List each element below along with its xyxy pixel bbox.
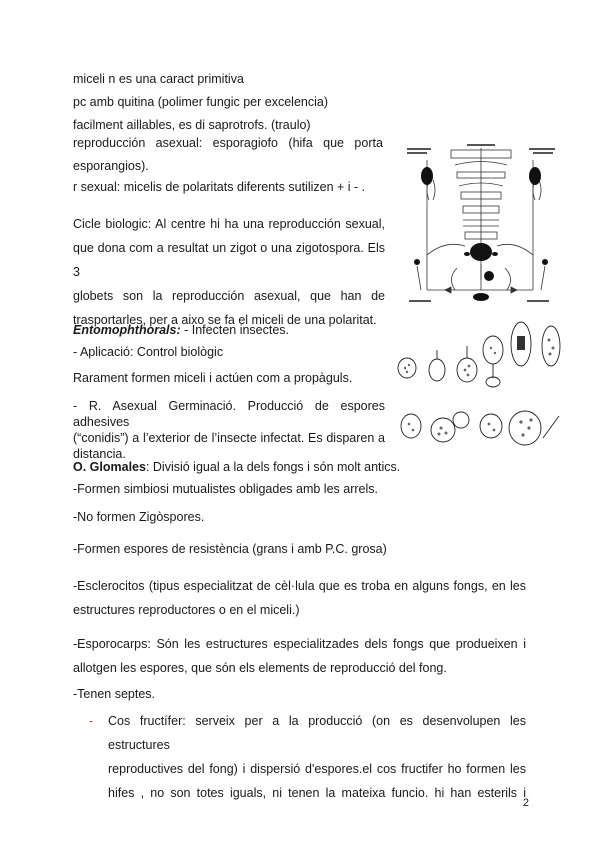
ento-title: Entomophthorals: xyxy=(73,323,181,337)
fructifer-line: Cos fructífer: serveix per a la producció (on es desenvolupen les estructures xyxy=(108,714,526,752)
ento-title-rest: - Infecten insectes. xyxy=(180,323,290,337)
glom-item: -Formen espores de resistència (grans i amb P.C. grosa) xyxy=(73,542,387,556)
glom-title-rest: : Divisió igual a la dels fongs i són molt antics. xyxy=(145,460,401,474)
cycle-paragraph xyxy=(73,212,385,332)
zygomycete-life-cycle-diagram-icon xyxy=(405,140,557,310)
cycle-line: Cicle biologic: Al centre hi ha una reproducción sexual, xyxy=(73,217,385,231)
ento-heading xyxy=(73,323,289,338)
esclero-line: estructures reproductores o en el miceli.) xyxy=(73,603,300,617)
bullet-dash: - xyxy=(89,714,94,728)
ento-rarely: Rarament formen miceli i actúen com a propàguls. xyxy=(73,371,353,385)
fructifer-line: reproductives del fong) i dispersió d'espores.el cos fructifer ho formen les xyxy=(108,762,526,776)
glom-item: -Formen simbiosi mutualistes obligades amb les arrels. xyxy=(73,482,378,496)
ento-repro-line: - R. Asexual Germinació. Producció de espores adhesives xyxy=(73,399,385,429)
ento-application: - Aplicació: Control biològic xyxy=(73,345,224,359)
intro-line-2: pc amb quitina (polimer fungic per excelencia) xyxy=(73,95,328,109)
esclero-line: -Esclerocitos (tipus especialitzat de cèl·lula que es troba en alguns fongs, en les xyxy=(73,579,526,593)
entomophthora-conidia-illustration-icon xyxy=(393,318,563,458)
glom-septes: -Tenen septes. xyxy=(73,687,155,701)
esporo-line: -Esporocarps: Són les estructures especialitzades dels fongs que produeixen i xyxy=(73,637,526,651)
esporo-line: allotgen les espores, que són els elements de reproducció del fong. xyxy=(73,661,447,675)
ento-repro-line: distancia. xyxy=(73,447,126,461)
glom-title: O. Glomales xyxy=(73,460,146,474)
intro-line-3: facilment aillables, es di saprotrofs. (traulo) xyxy=(73,118,311,132)
page-number: 2 xyxy=(522,797,529,809)
intro-line-1: miceli n es una caract primitiva xyxy=(73,72,244,86)
glom-item: -No formen Zigòspores. xyxy=(73,510,205,524)
ento-repro-line: (“conidis”) a l’exterior de l’insecte infectat. Es disparen a xyxy=(73,431,385,445)
sexual-line: r sexual: micelis de polaritats diferents sutilizen + i - . xyxy=(73,180,366,194)
esclero-paragraph xyxy=(73,574,526,622)
cycle-line: globets son la reproducción asexual, que han de xyxy=(73,289,385,303)
cycle-line: que dona com a resultat un zigot o una zigotospora. Els 3 xyxy=(73,241,385,279)
esporo-paragraph xyxy=(73,632,526,680)
glom-heading xyxy=(73,460,400,475)
fructifer-line: hifes , no son totes iguals, ni tenen la mateixa funcio. hi han esterils i xyxy=(108,786,526,800)
cycle-line: trasportarles, per a aixo se fa el miceli de una polaritat. xyxy=(73,313,377,327)
fructifer-paragraph xyxy=(108,709,526,805)
asexual-line-1: reproducción asexual: esporagiofo (hifa que porta xyxy=(73,136,383,150)
ento-repro-paragraph xyxy=(73,398,385,462)
asexual-line-2: esporangios). xyxy=(73,159,149,173)
